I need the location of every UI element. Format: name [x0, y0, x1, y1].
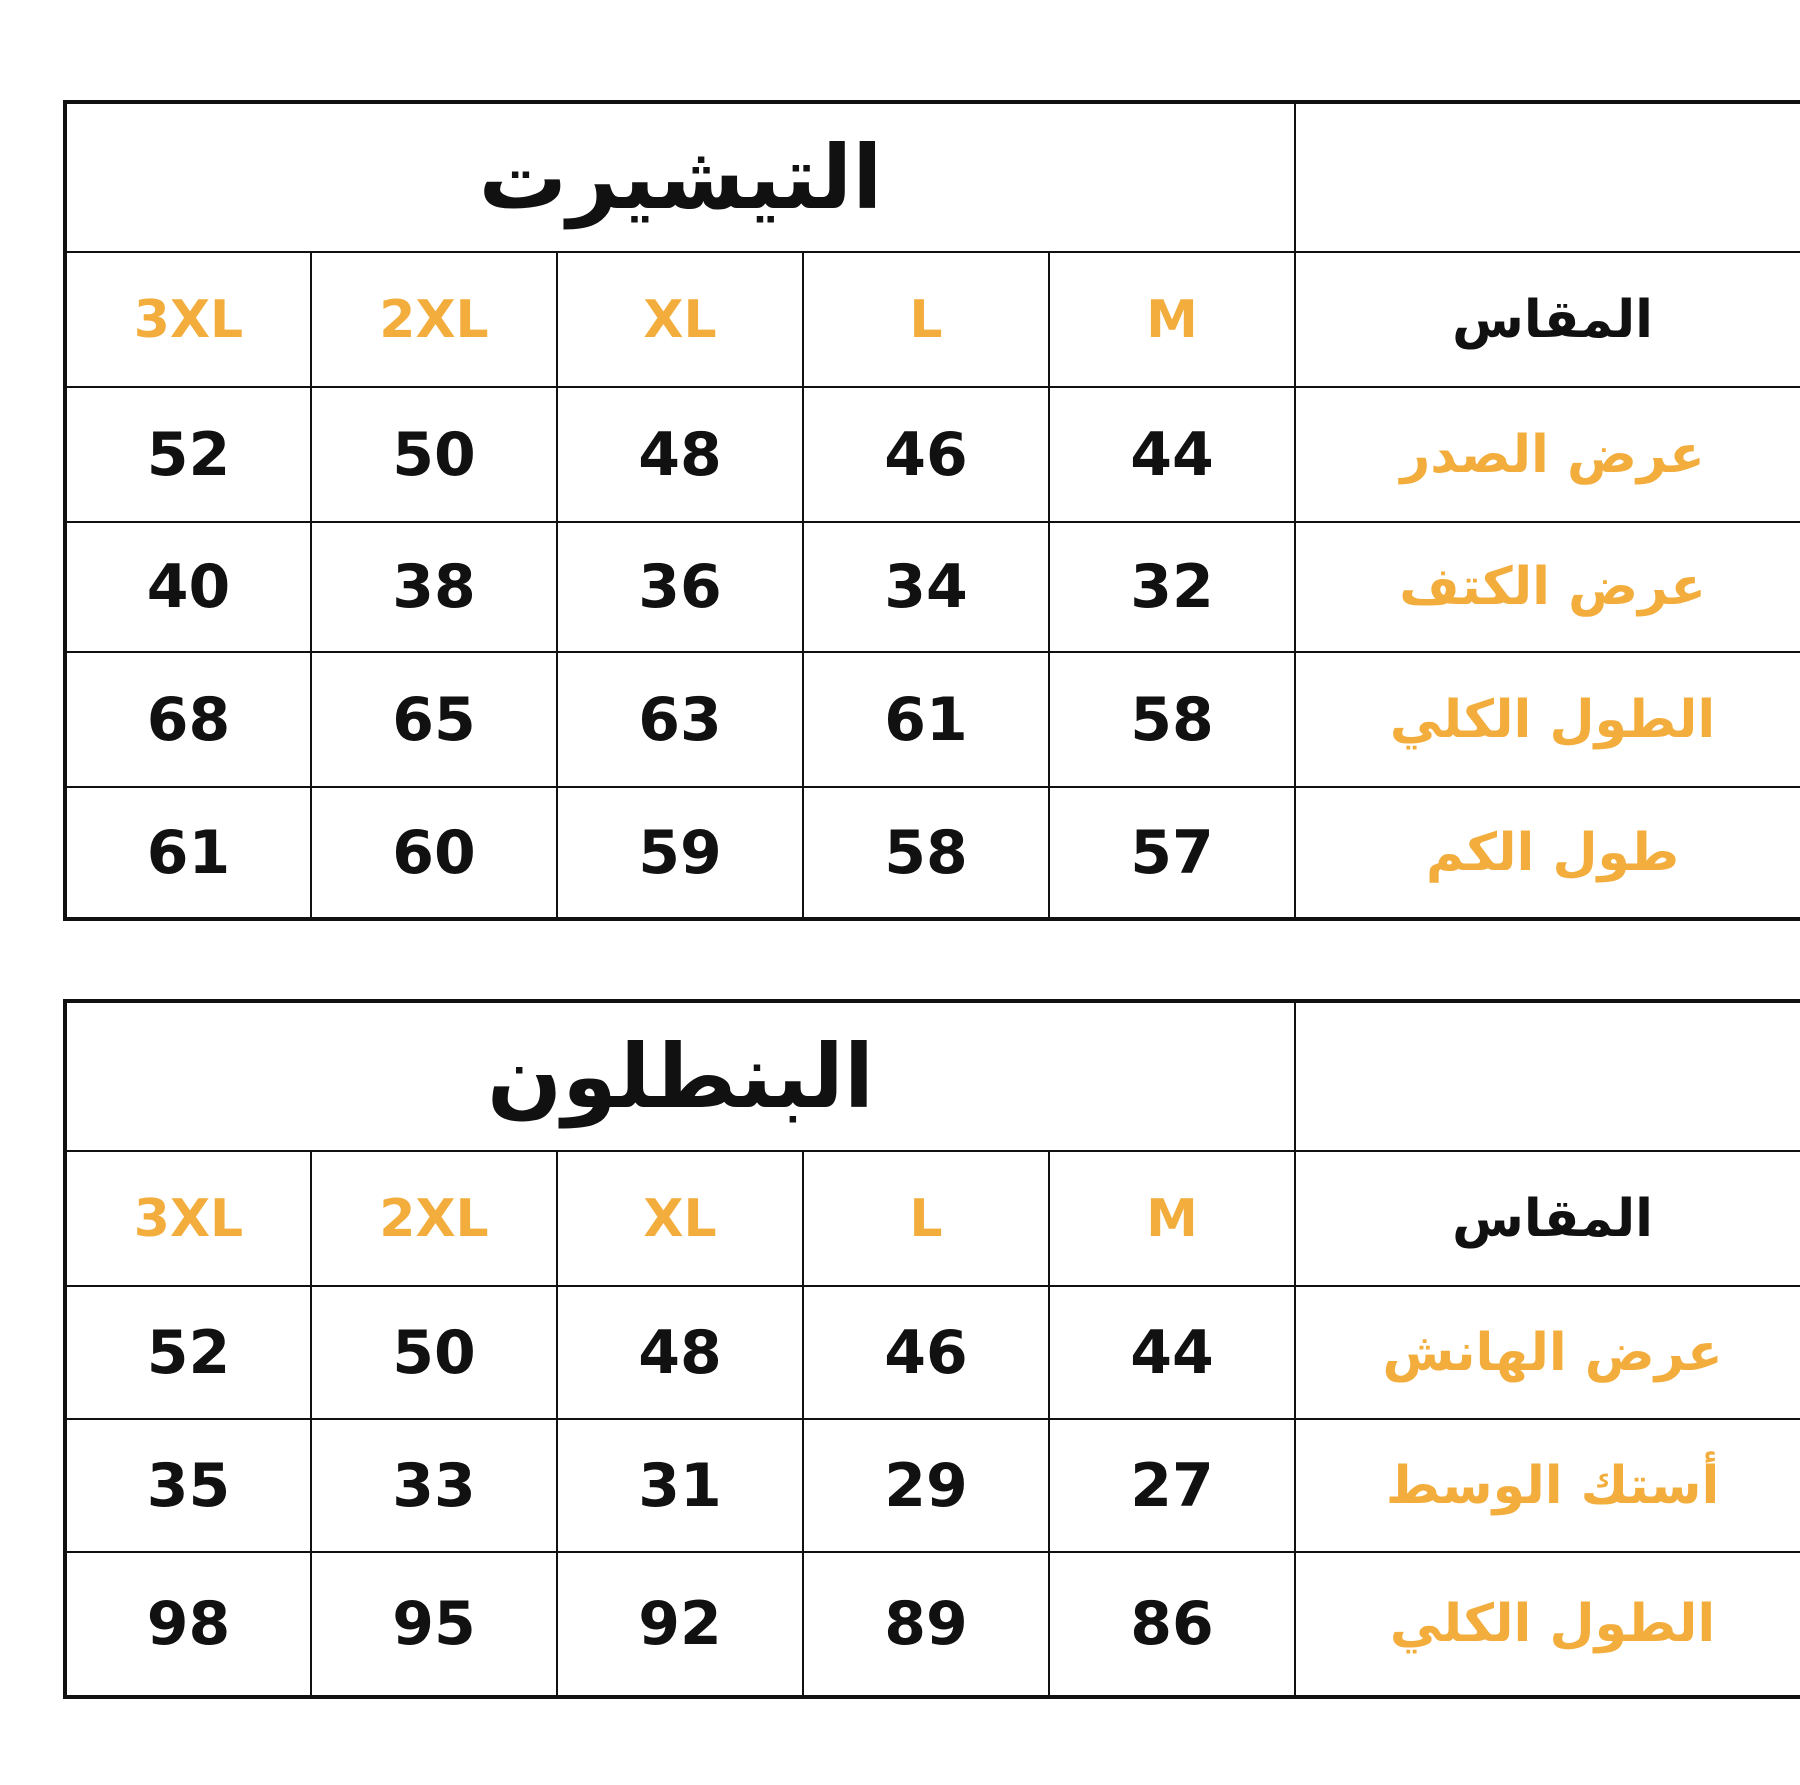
value-cell: 57: [1049, 787, 1295, 919]
tshirt-size-header: 2XL: [311, 252, 557, 387]
value-cell: 52: [65, 1286, 311, 1419]
value-cell: 95: [311, 1552, 557, 1697]
pants-size-header: 2XL: [311, 1151, 557, 1286]
value-cell: 50: [311, 387, 557, 522]
table-row: [65, 387, 1800, 522]
table-row: [65, 1419, 1800, 1552]
row-label: عرض الصدر: [1295, 387, 1800, 522]
tshirt-size-table: [63, 100, 1800, 921]
pants-size-label: المقاس: [1295, 1151, 1800, 1286]
tshirt-title: التيشيرت: [65, 102, 1295, 252]
value-cell: 52: [65, 387, 311, 522]
value-cell: 36: [557, 522, 803, 652]
value-cell: 48: [557, 387, 803, 522]
pants-size-header: L: [803, 1151, 1049, 1286]
tshirt-size-header: M: [1049, 252, 1295, 387]
pants-title: البنطلون: [65, 1001, 1295, 1151]
value-cell: 89: [803, 1552, 1049, 1697]
tshirt-title-row: [65, 102, 1800, 252]
value-cell: 44: [1049, 1286, 1295, 1419]
tshirt-size-header: L: [803, 252, 1049, 387]
value-cell: 48: [557, 1286, 803, 1419]
pants-size-table: [63, 999, 1800, 1699]
value-cell: 65: [311, 652, 557, 787]
pants-size-header: XL: [557, 1151, 803, 1286]
value-cell: 40: [65, 522, 311, 652]
value-cell: 29: [803, 1419, 1049, 1552]
value-cell: 46: [803, 1286, 1049, 1419]
pants-size-header: M: [1049, 1151, 1295, 1286]
value-cell: 58: [1049, 652, 1295, 787]
pants-empty-corner: [1295, 1001, 1800, 1151]
value-cell: 31: [557, 1419, 803, 1552]
value-cell: 38: [311, 522, 557, 652]
tshirt-size-header-row: [65, 252, 1800, 387]
pants-size-header-row: [65, 1151, 1800, 1286]
value-cell: 32: [1049, 522, 1295, 652]
value-cell: 92: [557, 1552, 803, 1697]
table-row: [65, 652, 1800, 787]
row-label: الطول الكلي: [1295, 1552, 1800, 1697]
value-cell: 68: [65, 652, 311, 787]
value-cell: 27: [1049, 1419, 1295, 1552]
tshirt-size-label: المقاس: [1295, 252, 1800, 387]
value-cell: 46: [803, 387, 1049, 522]
table-row: [65, 1286, 1800, 1419]
value-cell: 35: [65, 1419, 311, 1552]
row-label: عرض الهانش: [1295, 1286, 1800, 1419]
table-row: [65, 787, 1800, 919]
row-label: الطول الكلي: [1295, 652, 1800, 787]
value-cell: 33: [311, 1419, 557, 1552]
value-cell: 98: [65, 1552, 311, 1697]
value-cell: 63: [557, 652, 803, 787]
pants-size-header: 3XL: [65, 1151, 311, 1286]
table-row: [65, 522, 1800, 652]
row-label: أستك الوسط: [1295, 1419, 1800, 1552]
value-cell: 60: [311, 787, 557, 919]
value-cell: 61: [803, 652, 1049, 787]
tshirt-size-header: XL: [557, 252, 803, 387]
value-cell: 86: [1049, 1552, 1295, 1697]
row-label: طول الكم: [1295, 787, 1800, 919]
row-label: عرض الكتف: [1295, 522, 1800, 652]
value-cell: 50: [311, 1286, 557, 1419]
value-cell: 58: [803, 787, 1049, 919]
tshirt-size-header: 3XL: [65, 252, 311, 387]
value-cell: 59: [557, 787, 803, 919]
value-cell: 34: [803, 522, 1049, 652]
value-cell: 61: [65, 787, 311, 919]
tshirt-empty-corner: [1295, 102, 1800, 252]
table-row: [65, 1552, 1800, 1697]
pants-title-row: [65, 1001, 1800, 1151]
value-cell: 44: [1049, 387, 1295, 522]
